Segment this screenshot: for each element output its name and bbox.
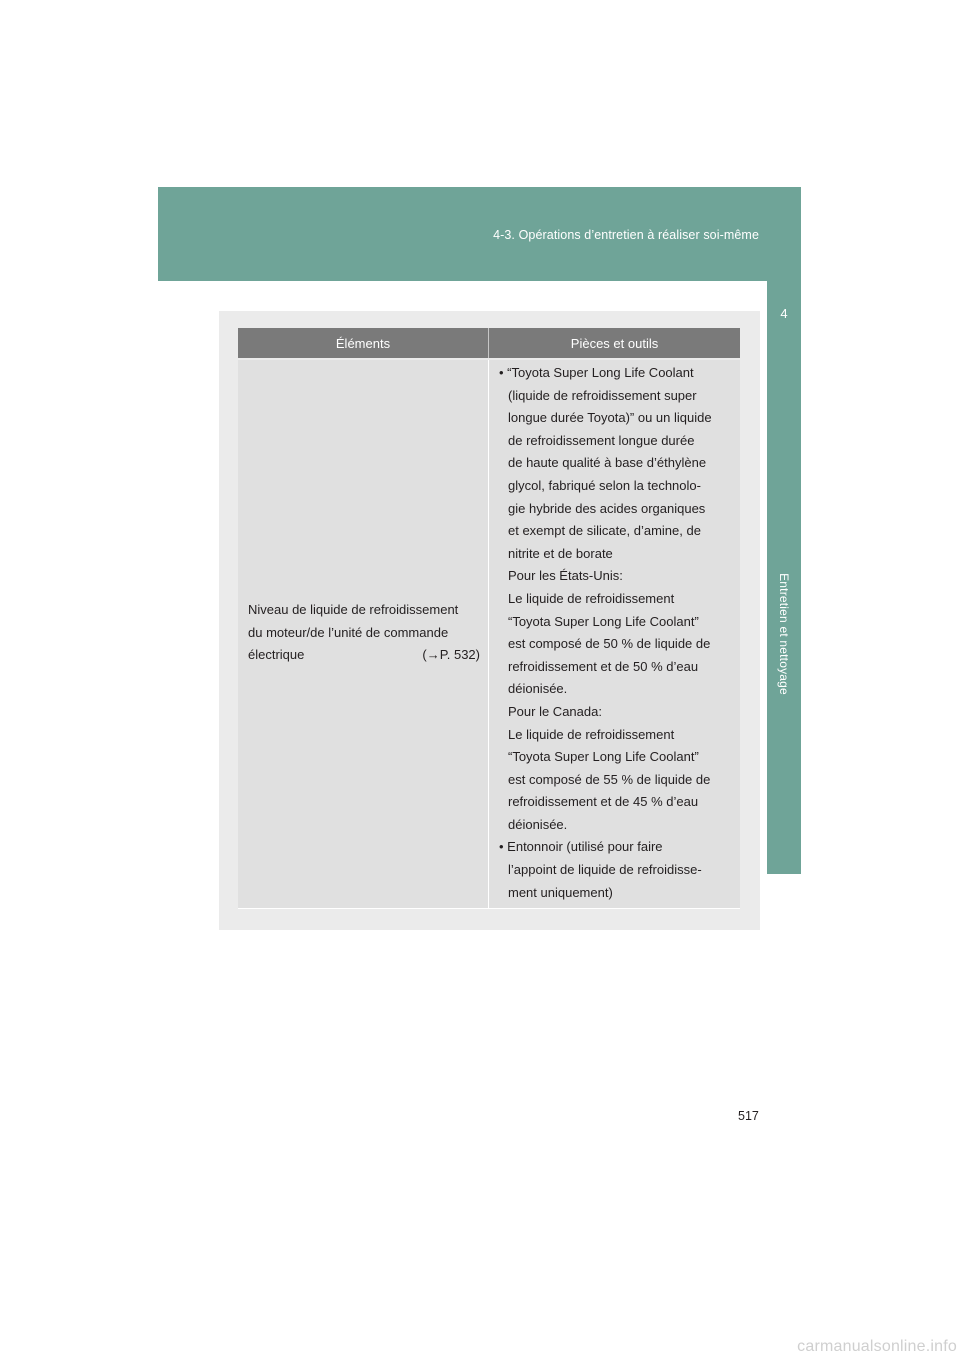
element-line-with-ref	[248, 644, 480, 667]
chapter-label-wrap	[767, 394, 801, 874]
table-header	[238, 328, 740, 358]
page-number: 517	[738, 1109, 759, 1123]
item-line: et exempt de silicate, d’amine, de	[508, 523, 701, 539]
section-header-band	[158, 187, 801, 281]
parts-tools-cell	[489, 360, 740, 908]
item-line: “Toyota Super Long Life Coolant”	[508, 749, 699, 765]
column-header-parts-tools: Pièces et outils	[570, 335, 659, 351]
item-line: de haute qualité à base d’éthylène	[508, 455, 707, 471]
item-line: “Toyota Super Long Life Coolant”	[508, 613, 699, 629]
chapter-tab	[767, 281, 801, 394]
list-item	[499, 836, 738, 904]
item-line: Le liquide de refroidissement	[508, 726, 675, 742]
item-line: Pour les États-Unis:	[508, 568, 623, 584]
item-line: nitrite et de borate	[508, 545, 613, 561]
chapter-number: 4	[780, 306, 788, 321]
item-line: déionisée.	[508, 816, 568, 832]
item-line: est composé de 50 % de liquide de	[508, 636, 711, 652]
item-line: Le liquide de refroidissement	[508, 590, 675, 606]
chapter-label: Entretien et nettoyage	[777, 573, 792, 695]
section-title: 4-3. Opérations d’entretien à réaliser soi-même	[493, 228, 759, 242]
table-row	[238, 360, 740, 909]
item-line: ment uniquement)	[508, 884, 613, 900]
item-line: glycol, fabriqué selon la technolo-	[508, 477, 701, 493]
item-line: (liquide de refroidissement super	[508, 387, 697, 403]
item-line: Pour le Canada:	[508, 703, 602, 719]
item-line: gie hybride des acides organiques	[508, 500, 706, 516]
watermark: carmanualsonline.info	[797, 1338, 957, 1355]
element-text	[248, 599, 480, 667]
parts-tools-list	[499, 362, 738, 904]
item-line: refroidissement et de 45 % d’eau	[508, 794, 699, 810]
page-reference-link[interactable]: (→P. 532)	[422, 647, 480, 663]
item-line: longue durée Toyota)” ou un liquide	[508, 410, 712, 426]
list-item	[499, 362, 738, 836]
element-line: du moteur/de l’unité de commande	[248, 624, 449, 640]
item-line: refroidissement et de 50 % d’eau	[508, 658, 699, 674]
element-cell	[238, 360, 489, 908]
column-header-elements: Éléments	[238, 328, 489, 358]
item-line: est composé de 55 % de liquide de	[508, 771, 711, 787]
item-line: • “Toyota Super Long Life Coolant	[499, 365, 694, 380]
item-line: l’appoint de liquide de refroidisse-	[508, 862, 702, 878]
element-line: électrique	[248, 647, 305, 663]
item-line: • Entonnoir (utilisé pour faire	[499, 839, 663, 855]
item-line: de refroidissement longue durée	[508, 432, 695, 448]
element-line: Niveau de liquide de refroidissement	[248, 602, 459, 617]
item-line: déionisée.	[508, 681, 568, 697]
